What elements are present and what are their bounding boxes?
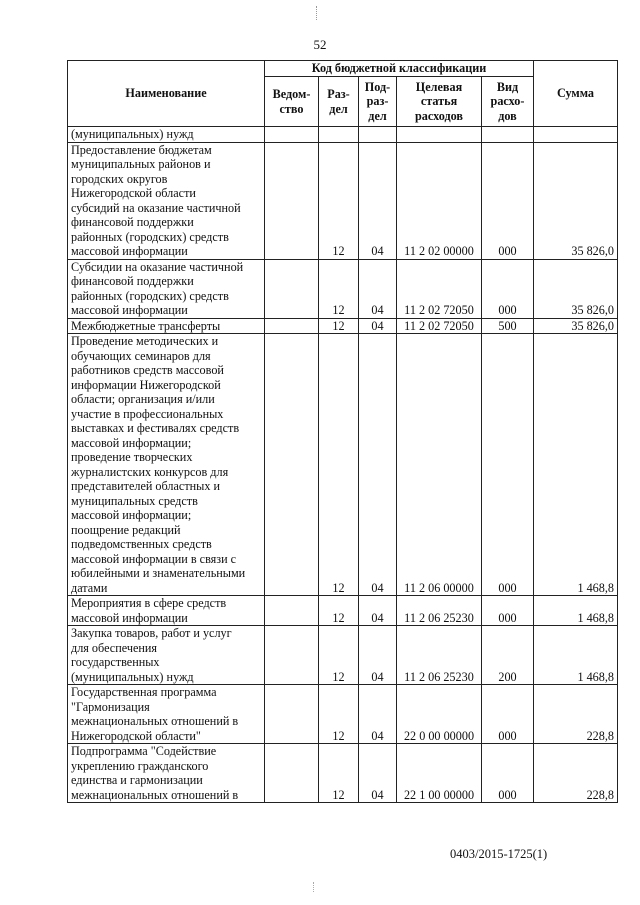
cell-vedomstvo [265, 334, 319, 596]
document-code: 0403/2015-1725(1) [450, 847, 548, 861]
cell-vedomstvo [265, 596, 319, 626]
cell-vid: 200 [482, 626, 534, 685]
cell-vid: 000 [482, 685, 534, 744]
cell-podrazdel: 04 [359, 596, 397, 626]
cell-podrazdel: 04 [359, 318, 397, 334]
cell-name: Субсидии на оказание частичной финансовой поддержки районных (городских) средств массовой информации [68, 259, 265, 318]
col-group-header: Код бюджетной классификации [265, 61, 534, 77]
cell-vid: 500 [482, 318, 534, 334]
cell-sum: 1 468,8 [534, 334, 618, 596]
cell-target: 22 0 00 00000 [397, 685, 482, 744]
cell-name: (муниципальных) нужд [68, 127, 265, 143]
table-body [68, 127, 618, 803]
cell-vedomstvo [265, 744, 319, 803]
budget-table [67, 60, 618, 803]
cell-vedomstvo [265, 142, 319, 259]
cell-razdel [319, 127, 359, 143]
cell-target: 11 2 02 00000 [397, 142, 482, 259]
table-row [68, 127, 618, 143]
table-row [68, 685, 618, 744]
cell-sum: 35 826,0 [534, 259, 618, 318]
cell-name: Закупка товаров, работ и услуг для обеспечения государственных (муниципальных) нужд [68, 626, 265, 685]
page-number: 52 [313, 37, 327, 52]
cell-razdel: 12 [319, 259, 359, 318]
cell-name: Предоставление бюджетам муниципальных районов и городских округов Нижегородской области субсидий на оказание частичной финансовой поддержки районных (городских) средств массовой информации [68, 142, 265, 259]
cell-target: 11 2 06 25230 [397, 626, 482, 685]
cell-podrazdel: 04 [359, 259, 397, 318]
cell-razdel: 12 [319, 626, 359, 685]
cell-sum: 35 826,0 [534, 318, 618, 334]
cell-podrazdel: 04 [359, 334, 397, 596]
col-vid-header: Вид расхо- дов [482, 77, 534, 127]
cell-vid: 000 [482, 596, 534, 626]
cell-name: Государственная программа "Гармонизация межнациональных отношений в Нижегородской области" [68, 685, 265, 744]
cell-podrazdel: 04 [359, 744, 397, 803]
cell-vedomstvo [265, 259, 319, 318]
scan-mark-top [316, 6, 318, 20]
cell-sum: 1 468,8 [534, 626, 618, 685]
table-row [68, 142, 618, 259]
cell-razdel: 12 [319, 596, 359, 626]
table-row [68, 626, 618, 685]
cell-vedomstvo [265, 626, 319, 685]
cell-podrazdel: 04 [359, 142, 397, 259]
table-row [68, 318, 618, 334]
cell-name: Мероприятия в сфере средств массовой информации [68, 596, 265, 626]
cell-target: 11 2 06 25230 [397, 596, 482, 626]
cell-vid: 000 [482, 142, 534, 259]
cell-sum: 228,8 [534, 685, 618, 744]
cell-vid: 000 [482, 744, 534, 803]
cell-name: Проведение методических и обучающих семинаров для работников средств массовой информации Нижегородской области; организация и/или участие в профессиональных выставках и фестивалях средств массовой информации; проведение творческих журналистских конкурсов для представителей областных и муниципальных средств массовой информации; поощрение редакций подведомственных средств массовой информации в связи с юбилейными и знаменательными датами [68, 334, 265, 596]
cell-razdel: 12 [319, 318, 359, 334]
cell-vid [482, 127, 534, 143]
cell-vid: 000 [482, 259, 534, 318]
cell-razdel: 12 [319, 685, 359, 744]
cell-target: 11 2 02 72050 [397, 318, 482, 334]
cell-target: 11 2 02 72050 [397, 259, 482, 318]
table-row [68, 259, 618, 318]
cell-target [397, 127, 482, 143]
cell-vid: 000 [482, 334, 534, 596]
scan-mark-bottom [313, 882, 315, 892]
cell-podrazdel [359, 127, 397, 143]
table-header [68, 61, 618, 127]
cell-target: 11 2 06 00000 [397, 334, 482, 596]
col-podrazdel-header: Под- раз- дел [359, 77, 397, 127]
cell-vedomstvo [265, 127, 319, 143]
col-vedomstvo-header: Ведом- ство [265, 77, 319, 127]
col-name-header: Наименование [68, 61, 265, 127]
cell-razdel: 12 [319, 744, 359, 803]
col-target-header: Целевая статья расходов [397, 77, 482, 127]
cell-razdel: 12 [319, 142, 359, 259]
cell-razdel: 12 [319, 334, 359, 596]
col-razdel-header: Раз- дел [319, 77, 359, 127]
cell-name: Подпрограмма "Содействие укреплению гражданского единства и гармонизации межнациональных отношений в [68, 744, 265, 803]
table-row [68, 744, 618, 803]
cell-vedomstvo [265, 685, 319, 744]
cell-sum: 35 826,0 [534, 142, 618, 259]
cell-target: 22 1 00 00000 [397, 744, 482, 803]
cell-podrazdel: 04 [359, 685, 397, 744]
table-row [68, 334, 618, 596]
cell-sum: 228,8 [534, 744, 618, 803]
cell-vedomstvo [265, 318, 319, 334]
table-row [68, 596, 618, 626]
cell-sum [534, 127, 618, 143]
cell-name: Межбюджетные трансферты [68, 318, 265, 334]
col-sum-header: Сумма [534, 61, 618, 127]
cell-sum: 1 468,8 [534, 596, 618, 626]
cell-podrazdel: 04 [359, 626, 397, 685]
